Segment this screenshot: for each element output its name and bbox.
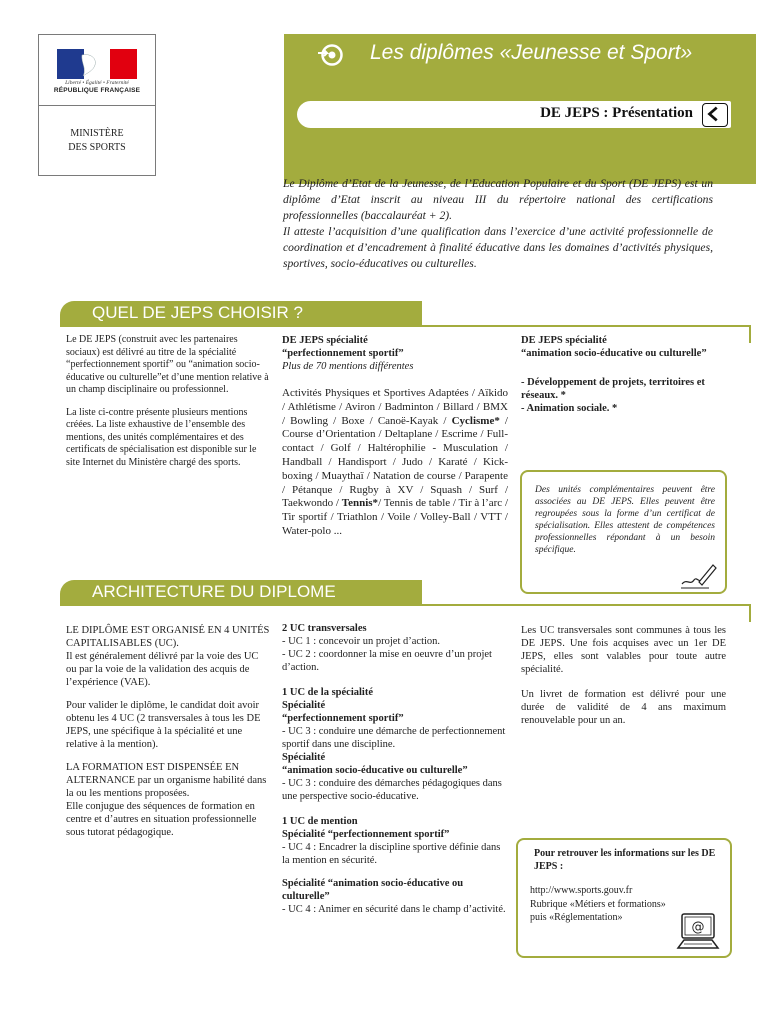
back-button[interactable] xyxy=(702,103,728,127)
website-link[interactable]: http://www.sports.gouv.fr xyxy=(530,885,633,896)
ministere-logo xyxy=(38,34,156,176)
back-chevron-icon xyxy=(703,104,725,124)
ministere-label: MINISTÈRE DES SPORTS xyxy=(68,128,126,153)
pen-writing-icon xyxy=(679,560,717,590)
section1-mid-column: DE JEPS spécialité “perfectionnement sportif” Plus de 70 mentions différentes Activités Physiques et Sportives Adaptées / Aïkido / Athlétisme / Aviron / Badminton / Billard / BMX / Bowling / Boxe / Canoë-Kayak / Cyclisme* / Course d’Orientation / Deltaplane / Escrime / Full-contact / Golf / Haltérophilie - Musculation / Handball / Handisport / Judo / Karaté / Kick-boxing / Muaythaï / Natation de course / Parapente / Pétanque / Rugby à XV / Squash / Surf / Taekwondo / Tennis*/ Tennis de table / Tir à l’arc / Tir sportif / Triathlon / Voile / Volley-Ball / VTT / Water-polo ... xyxy=(282,335,508,537)
mentions-list: Activités Physiques et Sportives Adaptées / Aïkido / Athlétisme / Aviron / Badminton / Billard / BMX / Bowling / Boxe / Canoë-Kayak / Cyclisme* / Course d’Orientation / Deltaplane / Escrime / Full-contact / Golf / Haltérophilie - Musculation / Handball / Handisport / Judo / Karaté / Kick-boxing / Muaythaï / Natation de course / Parapente / Pétanque / Rugby à XV / Squash / Surf / Taekwondo / Tennis*/ Tennis de table / Tir à l’arc / Tir sportif / Triathlon / Voile / Volley-Ball / VTT / Water-polo ... xyxy=(282,387,508,537)
complementary-units-note: Des unités complémentaires peuvent être associées au DE JEPS. Elles peuvent être regroupées sous la forme d’un certificat de spécialisation. Elles attestent de compétences professionnelles répondant à un besoin spécifique. xyxy=(520,470,727,594)
page-title: Les diplômes «Jeunesse et Sport» xyxy=(370,41,693,64)
logo-divider xyxy=(39,105,155,106)
intro-text: Le Diplôme d’Etat de la Jeunesse, de l’Education Populaire et du Sport (DE JEPS) est un diplôme d’Etat inscrit au niveau III du répertoire national des certifications professionnelles (baccalauréat + 2). Il atteste l’acquisition d’une qualification dans l’exercice d’une activité professionnelle de coordination et d’encadrement à finalité éducative dans les domaines d’activités physiques, sportives, socio-éducatives ou culturelles. xyxy=(283,177,713,270)
section1-right-column: DE JEPS spécialité “animation socio-éducative ou culturelle” - Développement de projets, territoires et réseaux. * - Animation sociale. * xyxy=(521,335,707,414)
marianne-flag-icon xyxy=(57,49,137,79)
republic-motto: Liberté • Égalité • Fraternité xyxy=(65,80,129,86)
section2-title: ARCHITECTURE DU DIPLOME xyxy=(92,582,336,601)
section2-header xyxy=(60,580,422,605)
section2-right-column: Les UC transversales sont communes à tous les DE JEPS. Une fois acquises avec un 1er DE JEPS, elles sont valables pour toute autre spécialité. Un livret de formation est délivré pour une durée de validité de 4 ans maximum renouvelable pour un an. xyxy=(521,625,726,726)
section1-header xyxy=(60,301,422,326)
section2-rule-end xyxy=(749,604,751,622)
svg-text:@: @ xyxy=(691,920,705,935)
section2-left-column: LE DIPLÔME EST ORGANISÉ EN 4 UNITÉS CAPITALISABLES (UC). Il est généralement délivré par la voie des UC ou par la voie de la validation des acquis de l’expérience (VAE). Pour valider le diplôme, le candidat doit avoir obtenu les 4 UC (2 transversales à tous les DE JEPS, une spécifique à la spécialité et une relative à la mention). LA FORMATION EST DISPENSÉE EN ALTERNANCE par un organisme habilité dans la ou les mentions proposées. Elle conjugue des séquences de formation en centre et d’autres en situation professionnelle sous tutorat pédagogique. xyxy=(66,625,270,838)
section1-left-column: Le DE JEPS (construit avec les partenaires sociaux) est délivré au titre de la spécialité “perfectionnement sportif” ou “animation socio-éducative ou culturelle”et d’une mention relative à un champ disciplinaire ou professionnel. La liste ci-contre présente plusieurs mentions créées. La liste exhaustive de l’ensemble des mentions, des unités complémentaires et des certificats de spécialisation est disponible sur le site Internet du Ministère chargé des sports. xyxy=(66,334,269,468)
page-subtitle: DE JEPS : Présentation xyxy=(540,105,693,121)
republique-francaise-label: RÉPUBLIQUE FRANÇAISE xyxy=(53,87,141,94)
subtitle-bar xyxy=(297,101,731,128)
section1-rule-end xyxy=(749,325,751,343)
section2-mid-column: 2 UC transversales - UC 1 : concevoir un projet d’action. - UC 2 : coordonner la mise en oeuvre d’un projet d’action. 1 UC de la spécialité Spécialité “perfectionnement sportif” - UC 3 : conduire une démarche de perfectionnement sportif dans une discipline. Spécialité “animation socio-éducative ou culturelle” - UC 3 : conduire des démarches pédagogiques dans une perspective socio-éducative. 1 UC de mention Spécialité “perfectionnement sportif” - UC 4 : Encadrer la discipline sportive définie dans la mention en sécurité. Spécialité “animation socio-éducative ou culturelle” - UC 4 : Animer en sécurité dans le champ d’activité. xyxy=(282,623,506,915)
section1-title: QUEL DE JEPS CHOISIR ? xyxy=(92,303,303,322)
jeunesse-sport-logo-icon xyxy=(317,44,345,66)
computer-at-icon xyxy=(676,912,720,950)
info-box: Pour retrouver les informations sur les DE JEPS : http://www.sports.gouv.fr Rubrique «Métiers et formations» puis «Réglementation» @ xyxy=(516,838,732,958)
